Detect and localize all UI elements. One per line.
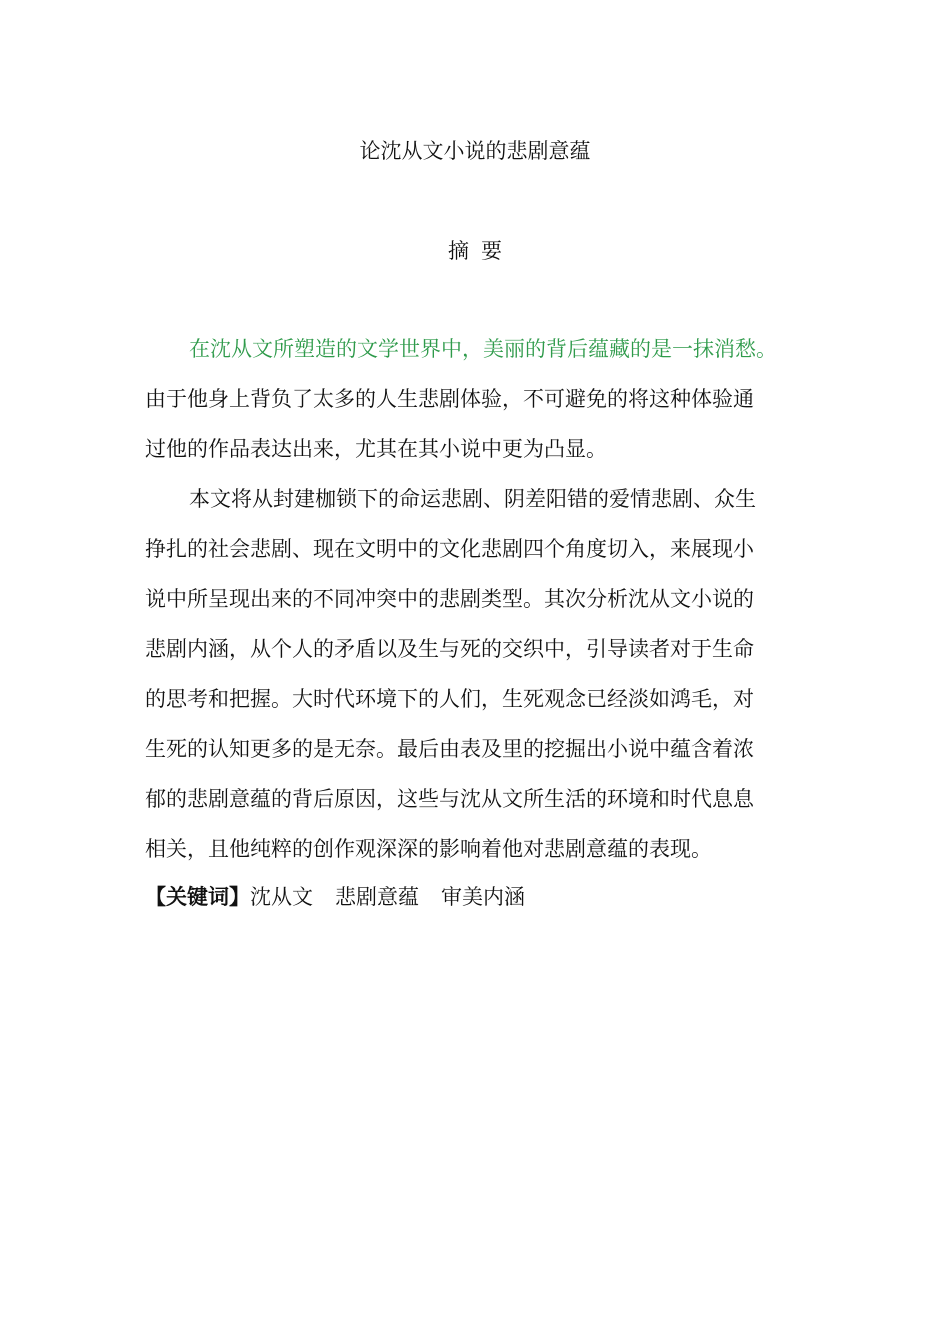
paragraph-line: 挣扎的社会悲剧、现在文明中的文化悲剧四个角度切入，来展现小 [145, 537, 754, 561]
paragraph-line: 说中所呈现出来的不同冲突中的悲剧类型。其次分析沈从文小说的 [145, 587, 754, 611]
paragraph-line: 生死的认知更多的是无奈。最后由表及里的挖掘出小说中蕴含着浓 [145, 737, 754, 761]
keywords-line [145, 872, 807, 922]
abstract-paragraph-1 [145, 324, 807, 474]
keywords-label: 【关键词】 [145, 885, 250, 909]
abstract-paragraph-2 [145, 474, 807, 874]
keyword-item: 审美内涵 [441, 885, 525, 909]
paragraph-line: 相关，且他纯粹的创作观深深的影响着他对悲剧意蕴的表现。 [145, 837, 712, 861]
paragraph-line: 由于他身上背负了太多的人生悲剧体验，不可避免的将这种体验通 [145, 387, 754, 411]
paragraph-line: 过他的作品表达出来，尤其在其小说中更为凸显。 [145, 437, 607, 461]
keyword-item: 悲剧意蕴 [335, 885, 419, 909]
paragraph-line: 郁的悲剧意蕴的背后原因，这些与沈从文所生活的环境和时代息息 [145, 787, 754, 811]
abstract-heading: 摘要 [448, 239, 514, 263]
keyword-item: 沈从文 [250, 885, 313, 909]
paragraph-line: 本文将从封建枷锁下的命运悲剧、阴差阳错的爱情悲剧、众生 [189, 487, 756, 511]
paragraph-line: 在沈从文所塑造的文学世界中，美丽的背后蕴藏的是一抹消愁。 [189, 337, 777, 361]
document-title: 论沈从文小说的悲剧意蕴 [359, 139, 591, 163]
paragraph-line: 悲剧内涵，从个人的矛盾以及生与死的交织中，引导读者对于生命 [145, 637, 754, 661]
paragraph-line: 的思考和把握。大时代环境下的人们，生死观念已经淡如鸿毛，对 [145, 687, 754, 711]
